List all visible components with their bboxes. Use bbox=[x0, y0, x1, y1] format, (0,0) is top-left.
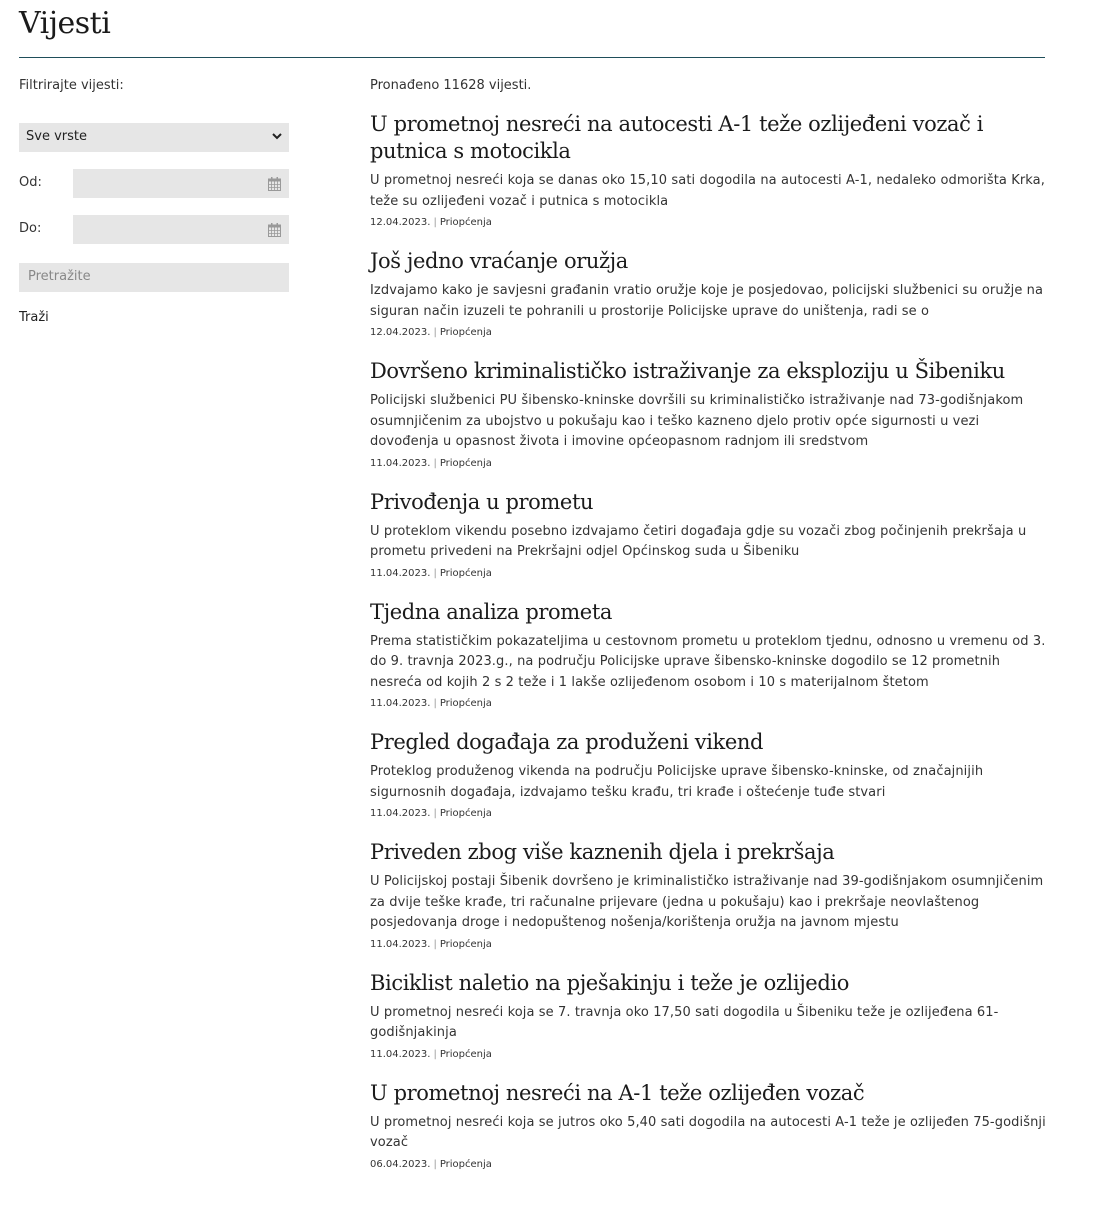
news-excerpt: U prometnoj nesreći koja se 7. travnja oko 17,50 sati dogodila u Šibeniku teže je ozlijeđena 61-godišnjakinja bbox=[370, 1004, 999, 1040]
news-category-link[interactable]: Priopćenja bbox=[439, 938, 492, 950]
news-title-link[interactable]: U prometnoj nesreći na A-1 teže ozlijeđen vozač bbox=[370, 1080, 865, 1105]
news-excerpt: Proteklog produženog vikenda na području Policijske uprave šibensko-kninske, od značajnijih sigurnosnih događaja, izdvajamo tešku krađu, tri krađe i oštećenje tuđe stvari bbox=[370, 764, 984, 800]
news-date: 12.04.2023. bbox=[370, 217, 431, 228]
news-excerpt: Izdvajamo kako je savjesni građanin vratio oružje koje je posjedovao, policijski službenici su oružje na siguran način izuzeli te pohranili u prostorije Policijske uprave do uništenja, radi se o bbox=[370, 283, 1044, 319]
news-meta bbox=[370, 567, 1050, 580]
news-title-link[interactable]: Tjedna analiza prometa bbox=[370, 599, 612, 624]
news-date: 12.04.2023. bbox=[370, 327, 431, 338]
title-divider bbox=[19, 57, 1045, 58]
news-date: 11.04.2023. bbox=[370, 457, 431, 469]
news-item bbox=[370, 839, 1050, 951]
meta-separator: | bbox=[433, 808, 437, 819]
search-field bbox=[19, 263, 289, 292]
news-excerpt: Prema statističkim pokazateljima u cestovnom prometu u proteklom tjednu, odnosno u vremenu od 3. do 9. travnja 2023.g., na području Policijske uprave šibensko-kninske dogodilo se 12 prometnih nesreća od kojih 2 s 2 teže i 1 lakše ozlijeđenom osobom i 10 s materijalnom štetom bbox=[370, 633, 1046, 690]
news-category-link[interactable]: Priopćenja bbox=[439, 698, 492, 709]
date-from-row bbox=[19, 169, 289, 198]
chevron-down-icon bbox=[271, 128, 283, 148]
news-date: 11.04.2023. bbox=[370, 567, 431, 579]
date-from-field[interactable] bbox=[73, 169, 289, 198]
news-meta bbox=[370, 1158, 1050, 1171]
filter-label: Filtrirajte vijesti: bbox=[19, 78, 124, 93]
filter-sidebar bbox=[19, 75, 289, 325]
meta-separator: | bbox=[433, 698, 437, 709]
news-title-link[interactable]: Privođenja u prometu bbox=[370, 489, 594, 514]
news-meta bbox=[370, 457, 1050, 470]
news-title-link[interactable]: Još jedno vraćanje oružja bbox=[370, 249, 628, 273]
news-item bbox=[370, 111, 1050, 229]
search-button[interactable]: Traži bbox=[19, 310, 49, 325]
news-category-link[interactable]: Priopćenja bbox=[439, 1048, 492, 1060]
news-excerpt: U proteklom vikendu posebno izdvajamo četiri događaja gdje su vozači zbog počinjenih prekršaja u prometu privedeni na Prekršajni odjel Općinskog suda u Šibeniku bbox=[370, 523, 1027, 559]
news-type-select-value: Sve vrste bbox=[26, 129, 87, 144]
news-title-link[interactable]: Pregled događaja za produženi vikend bbox=[370, 730, 764, 754]
meta-separator: | bbox=[433, 457, 437, 469]
news-date: 11.04.2023. bbox=[370, 698, 431, 709]
news-meta bbox=[370, 807, 1050, 820]
news-excerpt: U prometnoj nesreći koja se danas oko 15,10 sati dogodila na autocesti A-1, nedaleko odmorišta Krka, teže su ozlijeđeni vozač i putnica s motocikla bbox=[370, 173, 1045, 209]
news-meta bbox=[370, 326, 1050, 339]
meta-separator: | bbox=[433, 1048, 437, 1060]
news-excerpt: U prometnoj nesreći koja se jutros oko 5,40 sati dogodila na autocesti A-1 teže je ozlijeđen 75-godišnji vozač bbox=[370, 1114, 1046, 1150]
news-meta bbox=[370, 697, 1050, 710]
calendar-icon[interactable] bbox=[268, 176, 281, 195]
news-meta bbox=[370, 1048, 1050, 1061]
calendar-icon[interactable] bbox=[268, 222, 281, 241]
news-item bbox=[370, 729, 1050, 820]
news-title-link[interactable]: Priveden zbog više kaznenih djela i prekršaja bbox=[370, 840, 835, 864]
news-excerpt: U Policijskoj postaji Šibenik dovršeno je kriminalističko istraživanje nad 39-godišnjakom osumnjičenim za dvije teške krađe, tri računalne prijevare (jedna u pokušaju) kao i prekršaje neovlaštenog posjedovanja droge i nedopuštenog nošenja/korištenja oružja na javnom mjestu bbox=[370, 874, 1044, 930]
news-meta bbox=[370, 216, 1050, 229]
date-from-label: Od: bbox=[19, 175, 42, 190]
news-item bbox=[370, 489, 1050, 580]
meta-separator: | bbox=[433, 567, 437, 579]
news-date: 06.04.2023. bbox=[370, 1158, 431, 1170]
date-to-label: Do: bbox=[19, 221, 42, 236]
news-category-link[interactable]: Priopćenja bbox=[439, 457, 492, 469]
news-meta bbox=[370, 938, 1050, 951]
meta-separator: | bbox=[433, 1158, 437, 1170]
news-date: 11.04.2023. bbox=[370, 1048, 431, 1060]
news-results bbox=[370, 75, 1050, 1190]
news-item bbox=[370, 970, 1050, 1061]
news-item bbox=[370, 248, 1050, 339]
news-date: 11.04.2023. bbox=[370, 938, 431, 950]
news-category-link[interactable]: Priopćenja bbox=[439, 1158, 492, 1170]
meta-separator: | bbox=[433, 938, 437, 950]
result-count: Pronađeno 11628 vijesti. bbox=[370, 78, 532, 93]
news-date: 11.04.2023. bbox=[370, 808, 431, 819]
news-category-link[interactable]: Priopćenja bbox=[439, 327, 492, 338]
news-item bbox=[370, 599, 1050, 711]
news-title-link[interactable]: Biciklist naletio na pješakinju i teže je ozlijedio bbox=[370, 970, 849, 995]
meta-separator: | bbox=[433, 327, 437, 338]
news-category-link[interactable]: Priopćenja bbox=[439, 217, 492, 228]
date-to-field[interactable] bbox=[73, 215, 289, 244]
news-type-select[interactable] bbox=[19, 123, 289, 152]
page-title: Vijesti bbox=[19, 6, 111, 41]
news-category-link[interactable]: Priopćenja bbox=[439, 567, 492, 579]
news-list bbox=[370, 111, 1050, 1171]
search-input[interactable] bbox=[28, 269, 268, 284]
date-to-row bbox=[19, 215, 289, 244]
news-title-link[interactable]: Dovršeno kriminalističko istraživanje za eksploziju u Šibeniku bbox=[370, 359, 1005, 383]
news-item bbox=[370, 1080, 1050, 1171]
meta-separator: | bbox=[433, 217, 437, 228]
news-excerpt: Policijski službenici PU šibensko-kninske dovršili su kriminalističko istraživanje nad 73-godišnjakom osumnjičenim za ubojstvo u pokušaju kao i teško kazneno djelo protiv opće sigurnosti u vezi dovođenja u opasnost života i imovine općeopasnom radnjom ili sredstvom bbox=[370, 393, 1024, 449]
news-title-link[interactable]: U prometnoj nesreći na autocesti A-1 teže ozlijeđeni vozač i putnica s motocikla bbox=[370, 112, 984, 163]
news-category-link[interactable]: Priopćenja bbox=[439, 808, 492, 819]
news-item bbox=[370, 358, 1050, 470]
